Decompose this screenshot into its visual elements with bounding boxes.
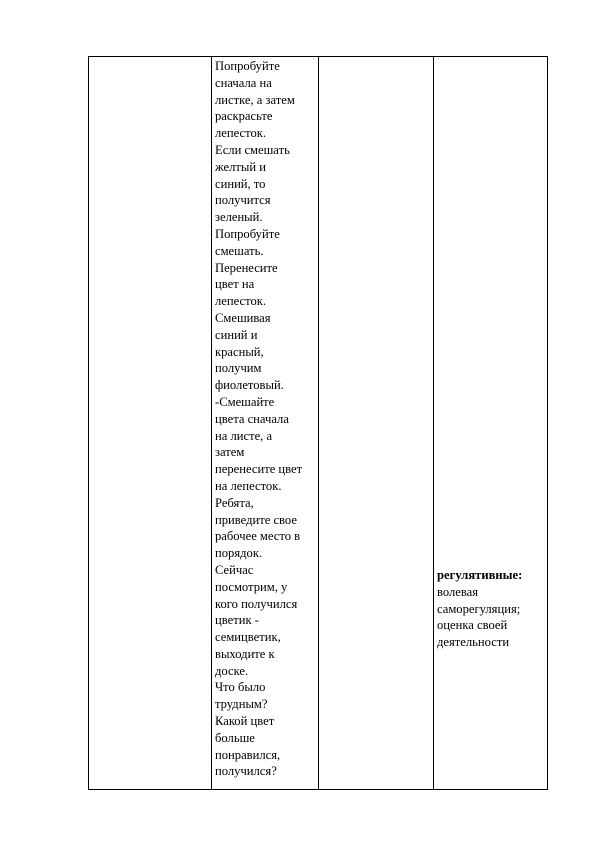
table-cell-stage: [89, 57, 212, 790]
teacher-activity-line: перенесите цвет: [215, 462, 303, 477]
teacher-activity-line: получим: [215, 361, 262, 376]
teacher-activity-line: желтый и: [215, 159, 267, 174]
learning-actions-line: саморегуляция;: [437, 601, 521, 616]
teacher-activity-line: Попробуйте: [215, 59, 280, 73]
teacher-activity-line: красный,: [215, 344, 264, 359]
teacher-activity-line: сначала на: [215, 75, 272, 90]
teacher-activity-line: смешать.: [215, 243, 264, 258]
teacher-activity-line: больше: [215, 730, 255, 745]
teacher-activity-line: цветик -: [215, 613, 259, 628]
teacher-activity-line: синий и: [215, 327, 258, 342]
teacher-activity-line: кого получился: [215, 596, 298, 611]
teacher-activity-line: листке, а затем: [215, 92, 295, 107]
teacher-activity-line: Что было: [215, 680, 266, 695]
teacher-activity-line: Смешивая: [215, 310, 271, 325]
teacher-activity-line: затем: [215, 445, 245, 460]
teacher-activity-line: Если смешать: [215, 142, 290, 157]
teacher-activity-line: приведите свое: [215, 512, 297, 527]
teacher-activity-line: Какой цвет: [215, 714, 275, 729]
teacher-activity-line: синий, то: [215, 176, 266, 191]
table-cell-learning-actions: [434, 57, 548, 790]
teacher-activity-line: лепесток.: [215, 126, 267, 141]
teacher-activity-line: Сейчас: [215, 562, 254, 577]
teacher-activity-line: цвета сначала: [215, 411, 289, 426]
teacher-activity-line: рабочее место в: [215, 529, 301, 544]
teacher-activity-line: зеленый.: [215, 210, 263, 225]
teacher-activity-line: Попробуйте: [215, 226, 280, 241]
teacher-activity-line: доске.: [215, 663, 249, 678]
teacher-activity-line: трудным?: [215, 697, 268, 712]
teacher-activity-line: понравился,: [215, 747, 281, 762]
teacher-activity-line: на лепесток.: [215, 478, 282, 493]
teacher-activity-line: Ребята,: [215, 495, 254, 510]
table-cell-teacher-activity: [212, 57, 319, 790]
learning-actions-line: волевая: [437, 584, 479, 599]
teacher-activity-line: раскрасьте: [215, 109, 273, 124]
teacher-activity-line: лепесток.: [215, 294, 267, 309]
teacher-activity-line: на листе, а: [215, 428, 273, 443]
teacher-activity-line: Перенесите: [215, 260, 278, 275]
teacher-activity-line: -Смешайте: [215, 394, 275, 409]
teacher-activity-line: цвет на: [215, 277, 255, 292]
teacher-activity-line: получится: [215, 193, 271, 208]
teacher-activity-line: выходите к: [215, 646, 275, 661]
teacher-activity-text: [212, 57, 318, 780]
learning-actions-line: деятельности: [437, 635, 510, 650]
table-cell-student-activity: [319, 57, 434, 790]
teacher-activity-line: порядок.: [215, 546, 263, 561]
table-row: [89, 57, 548, 790]
teacher-activity-line: семицветик,: [215, 630, 281, 645]
lesson-plan-table: [88, 56, 548, 790]
teacher-activity-line: фиолетовый.: [215, 378, 284, 393]
learning-actions-heading: регулятивные:: [437, 568, 523, 582]
learning-actions-line: оценка своей: [437, 618, 508, 633]
teacher-activity-line: посмотрим, у: [215, 579, 288, 594]
teacher-activity-line: получился?: [215, 764, 277, 779]
